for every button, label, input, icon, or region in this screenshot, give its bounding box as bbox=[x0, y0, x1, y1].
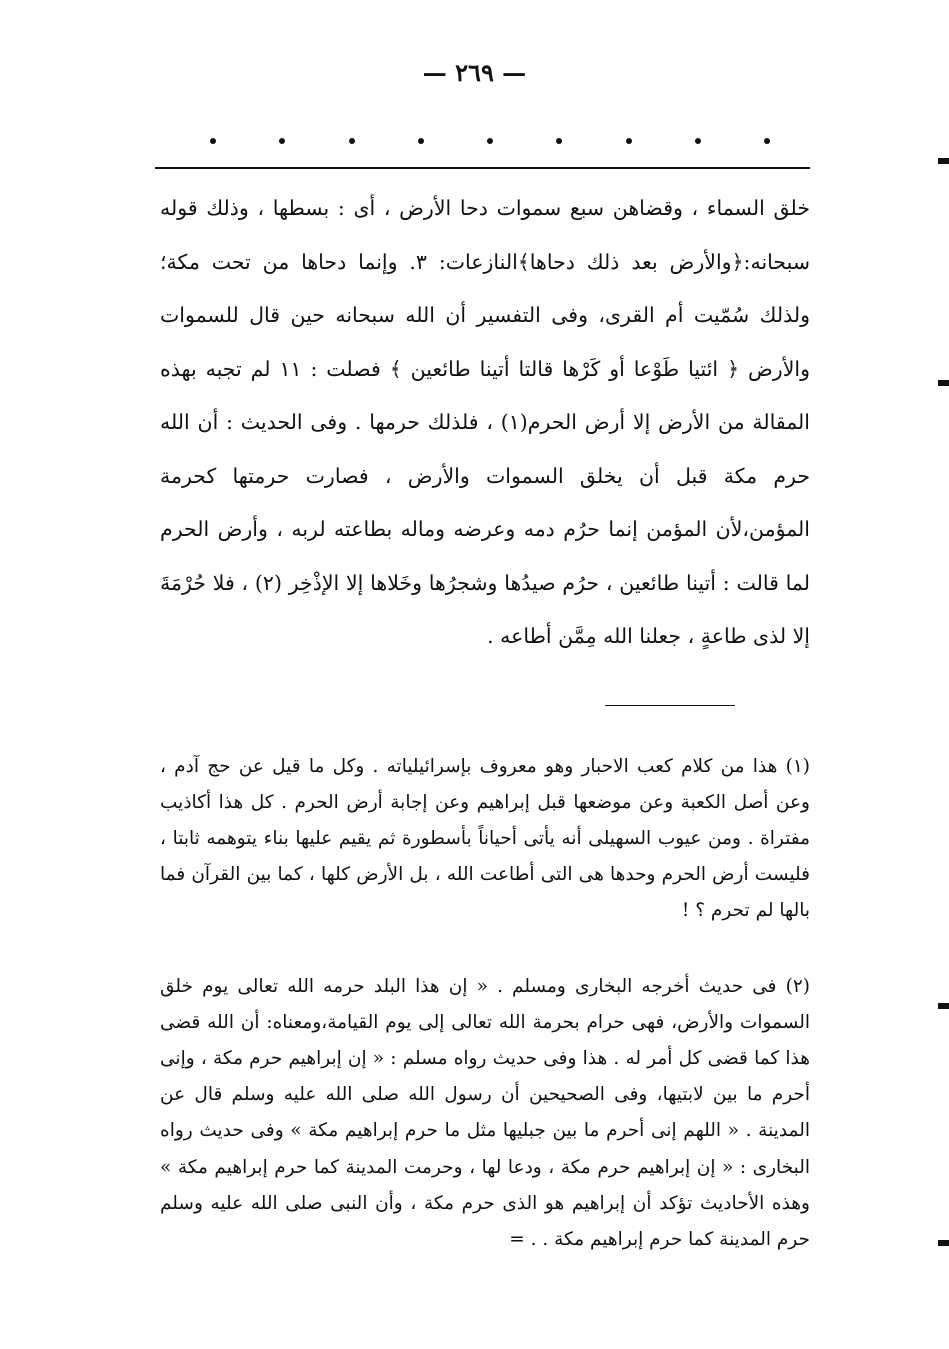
ornament-dot bbox=[556, 138, 562, 144]
footnote-1 bbox=[160, 730, 810, 947]
page-number: — ٢٦٩ — bbox=[422, 58, 527, 87]
scan-edge-mark bbox=[938, 1003, 949, 1009]
main-text bbox=[160, 182, 810, 664]
ornament-dot bbox=[695, 138, 701, 144]
ornament-dot bbox=[487, 138, 493, 144]
footnote-separator bbox=[605, 705, 735, 706]
ornament-dot bbox=[210, 138, 216, 144]
scan-edge-mark bbox=[938, 380, 949, 386]
header-rule bbox=[155, 167, 810, 169]
ornament-dot bbox=[279, 138, 285, 144]
ornament-dot bbox=[764, 138, 770, 144]
footnote-2-text: (٢) فى حديث أخرجه البخارى ومسلم . « إن هذا البلد حرمه الله تعالى يوم خلق السموات والأرض، فهى حرام بحرمة الله تعالى إلى يوم القيامة،ومعناه: أن الله قضى هذا كما قضى كل أمر له . هذا وفى حديث رواه مسلم : « إن إبراهيم حرم مكة ، وإنى أحرم ما بين لابتيها، وفى الصحيحين أن رسول الله صلى الله عليه وسلم قال عن المدينة . « اللهم إنى أحرم ما بين جبليها مثل ما حرم إبراهيم مكة » وفى حديث رواه البخارى : « إن إبراهيم حرم مكة ، ودعا لها ، وحرمت المدينة كما حرم إبراهيم مكة » وهذه الأحاديث تؤكد أن إبراهيم هو الذى حرم مكة ، وأن النبى صلى الله عليه وسلم حرم المدينة كما حرم إبراهيم مكة . . = bbox=[160, 975, 810, 1250]
ornament-dots bbox=[210, 134, 770, 148]
scan-edge-mark bbox=[938, 1240, 949, 1246]
footnote-2 bbox=[160, 950, 810, 1277]
ornament-dot bbox=[418, 138, 424, 144]
scan-edge-mark bbox=[938, 158, 949, 164]
body-paragraph: خلق السماء ، وقضاهن سبع سموات دحا الأرض ، أى : بسطها ، وذلك قوله سبحانه:﴿والأرض بعد ذلك دحاها﴾النازعات: ٣. وإنما دحاها من تحت مكة؛ ولذلك سُمّيت أم القرى، وفى التفسير أن الله سبحانه حين قال للسموات والأرض ﴿ ائتيا طَوْعا أو كَرْها قالتا أتينا طائعين ﴾ فصلت : ١١ لم تجبه بهذه المقالة من الأرض إلا أرض الحرم(١) ، فلذلك حرمها . وفى الحديث : أن الله حرم مكة قبل أن يخلق السموات والأرض ، فصارت حرمتها كحرمة المؤمن،لأن المؤمن إنما حرُم دمه وعرضه وماله بطاعته لربه ، وأرض الحرم لما قالت : أتينا طائعين ، حرُم صيدُها وشجرُها وخَلاها إلا الإذْخِر (٢) ، فلا حُرْمَةَ إلا لذى طاعةٍ ، جعلنا الله مِمَّن أطاعه . bbox=[160, 196, 811, 648]
footnote-1-text: (١) هذا من كلام كعب الاحبار وهو معروف بإسرائيلياته . وكل ما قيل عن حج آدم ، وعن أصل الكعبة وعن موضعها قبل إبراهيم وعن إجابة أرض الحرم . كل هذا أكاذيب مفتراة . ومن عيوب السهيلى أنه يأتى أحياناً بأسطورة ثم يقيم عليها بناء يتوهمه ثابتا ، فليست أرض الحرم وحدها هى التى أطاعت الله ، بل الأرض كلها ، كما بين القرآن فما بالها لم تحرم ؟ ! bbox=[160, 755, 810, 921]
ornament-dot bbox=[626, 138, 632, 144]
ornament-dot bbox=[349, 138, 355, 144]
